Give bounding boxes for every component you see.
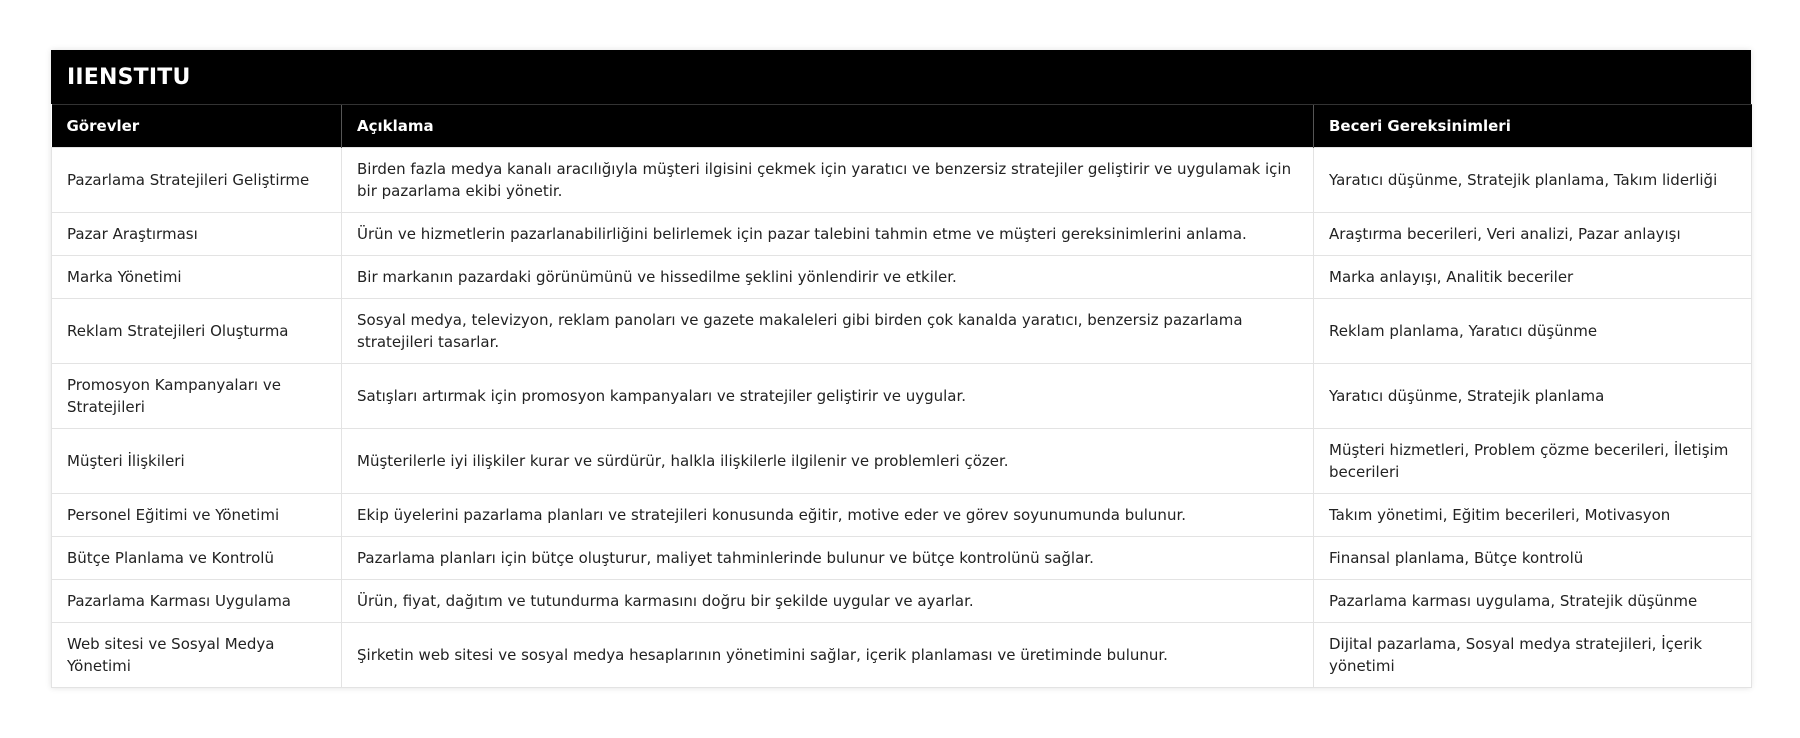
description-cell: Ürün, fiyat, dağıtım ve tutundurma karmasını doğru bir şekilde uygular ve ayarlar. (342, 580, 1314, 623)
description-cell: Şirketin web sitesi ve sosyal medya hesaplarının yönetimini sağlar, içerik planlaması ve üretiminde bulunur. (342, 623, 1314, 688)
task-cell: Personel Eğitimi ve Yönetimi (52, 494, 342, 537)
skills-cell: Pazarlama karması uygulama, Stratejik düşünme (1314, 580, 1752, 623)
table-row (52, 580, 1752, 623)
task-cell: Reklam Stratejileri Oluşturma (52, 299, 342, 364)
brand-title: IIENSTITU (51, 50, 1751, 104)
task-cell: Promosyon Kampanyaları ve Stratejileri (52, 364, 342, 429)
task-cell: Marka Yönetimi (52, 256, 342, 299)
task-cell: Pazarlama Stratejileri Geliştirme (52, 148, 342, 213)
job-table (51, 104, 1752, 688)
skills-cell: Araştırma becerileri, Veri analizi, Pazar anlayışı (1314, 213, 1752, 256)
description-cell: Birden fazla medya kanalı aracılığıyla müşteri ilgisini çekmek için yaratıcı ve benzersiz stratejiler geliştirir ve uygulamak için bir pazarlama ekibi yönetir. (342, 148, 1314, 213)
skills-cell: Finansal planlama, Bütçe kontrolü (1314, 537, 1752, 580)
description-cell: Ekip üyelerini pazarlama planları ve stratejileri konusunda eğitir, motive eder ve görev soyunumunda bulunur. (342, 494, 1314, 537)
table-row (52, 299, 1752, 364)
description-cell: Müşterilerle iyi ilişkiler kurar ve sürdürür, halkla ilişkilerle ilgilenir ve problemleri çözer. (342, 429, 1314, 494)
task-cell: Müşteri İlişkileri (52, 429, 342, 494)
header-skills: Beceri Gereksinimleri (1314, 105, 1752, 148)
table-row (52, 494, 1752, 537)
table-row (52, 623, 1752, 688)
task-cell: Web sitesi ve Sosyal Medya Yönetimi (52, 623, 342, 688)
table-row (52, 429, 1752, 494)
skills-cell: Marka anlayışı, Analitik beceriler (1314, 256, 1752, 299)
skills-cell: Yaratıcı düşünme, Stratejik planlama, Takım liderliği (1314, 148, 1752, 213)
description-cell: Sosyal medya, televizyon, reklam panoları ve gazete makaleleri gibi birden çok kanalda yaratıcı, benzersiz pazarlama stratejileri tasarlar. (342, 299, 1314, 364)
skills-cell: Takım yönetimi, Eğitim becerileri, Motivasyon (1314, 494, 1752, 537)
task-cell: Pazar Araştırması (52, 213, 342, 256)
skills-cell: Reklam planlama, Yaratıcı düşünme (1314, 299, 1752, 364)
task-cell: Bütçe Planlama ve Kontrolü (52, 537, 342, 580)
task-cell: Pazarlama Karması Uygulama (52, 580, 342, 623)
description-cell: Bir markanın pazardaki görünümünü ve hissedilme şeklini yönlendirir ve etkiler. (342, 256, 1314, 299)
skills-cell: Yaratıcı düşünme, Stratejik planlama (1314, 364, 1752, 429)
description-cell: Satışları artırmak için promosyon kampanyaları ve stratejiler geliştirir ve uygular. (342, 364, 1314, 429)
table-header-row (52, 105, 1752, 148)
skills-cell: Müşteri hizmetleri, Problem çözme becerileri, İletişim becerileri (1314, 429, 1752, 494)
table-row (52, 364, 1752, 429)
table-row (52, 148, 1752, 213)
table-row (52, 537, 1752, 580)
skills-cell: Dijital pazarlama, Sosyal medya stratejileri, İçerik yönetimi (1314, 623, 1752, 688)
description-cell: Ürün ve hizmetlerin pazarlanabilirliğini belirlemek için pazar talebini tahmin etme ve müşteri gereksinimlerini anlama. (342, 213, 1314, 256)
description-cell: Pazarlama planları için bütçe oluşturur, maliyet tahminlerinde bulunur ve bütçe kontrolünü sağlar. (342, 537, 1314, 580)
job-table-container (51, 50, 1751, 688)
table-row (52, 213, 1752, 256)
table-row (52, 256, 1752, 299)
header-tasks: Görevler (52, 105, 342, 148)
header-description: Açıklama (342, 105, 1314, 148)
